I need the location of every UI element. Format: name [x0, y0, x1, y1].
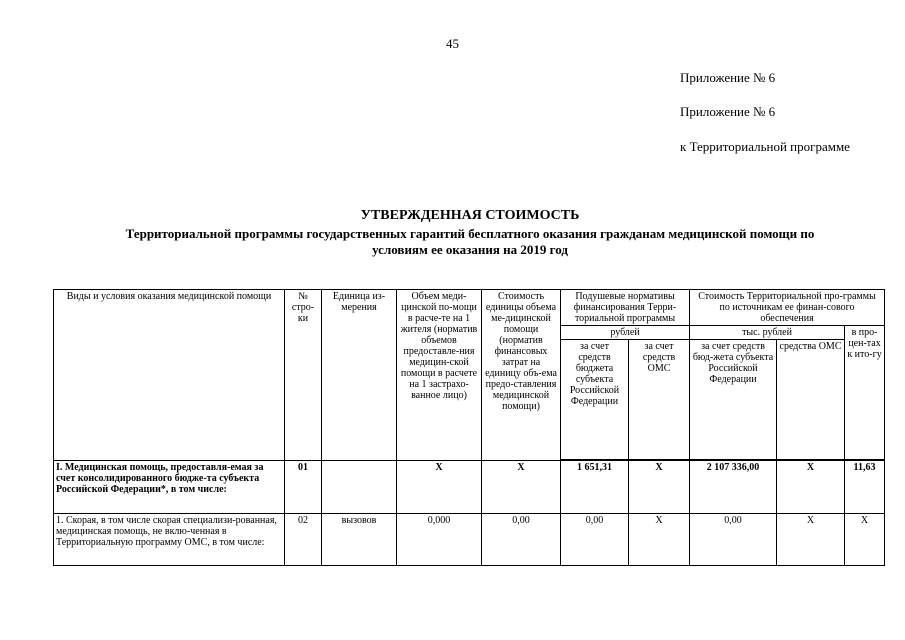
row-2-number: 02 — [285, 514, 322, 566]
header-volume: Объем меди-цинской по-мощи в расче-те на 1 жителя (норматив объемов предоставле-ния медицин-ской помощи в расчете на 1 застрахо-ванное лицо) — [397, 290, 482, 461]
row-1-percent: 11,63 — [845, 461, 885, 514]
row-2-cost-budget: 0,00 — [690, 514, 777, 566]
row-2-cost-oms: X — [777, 514, 845, 566]
row-1-volume: X — [397, 461, 482, 514]
header-cost-budget: за счет средств бюд-жета субъекта Российской Федерации — [690, 340, 777, 460]
row-1-cost-budget: 2 107 336,00 — [690, 461, 777, 514]
row-1-per-capita-budget: 1 651,31 — [561, 461, 629, 514]
header-unit-cost: Стоимость единицы объема ме-дицинской помощи (норматив финансовых затрат на единицу объ-ема предо-ставления медицинской помощи) — [482, 290, 561, 461]
header-percent: в про-цен-тах к ито-гу — [845, 326, 885, 460]
row-2-name: 1. Скорая, в том числе скорая специализи-рованная, медицинская помощь, не вклю-ченная в Территориальную программу ОМС, в том числе: — [54, 514, 285, 566]
row-1-per-capita-oms: X — [629, 461, 690, 514]
header-per-capita-oms: за счет средств ОМС — [629, 340, 690, 460]
row-1-unit-cost: X — [482, 461, 561, 514]
document-subtitle-line-1: Территориальной программы государственных гарантий бесплатного оказания гражданам медицинской помощи по — [125, 226, 815, 241]
appendix-line-3: к Территориальной программе — [680, 139, 850, 154]
header-thousand-rubles: тыс. рублей — [690, 326, 845, 340]
row-2-per-capita-budget: 0,00 — [561, 514, 629, 566]
header-rubles: рублей — [561, 326, 690, 340]
header-unit: Единица из-мерения — [322, 290, 397, 461]
table-row — [54, 461, 885, 514]
row-2-per-capita-oms: X — [629, 514, 690, 566]
header-per-capita-group: Подушевые нормативы финансирования Терри-ториальной программы — [561, 290, 690, 326]
header-cost-oms: средства ОМС — [777, 340, 845, 460]
row-1-unit — [322, 461, 397, 514]
row-1-cost-oms: X — [777, 461, 845, 514]
row-1-number: 01 — [285, 461, 322, 514]
header-per-capita-budget: за счет средств бюджета субъекта Российской Федерации — [561, 340, 629, 460]
header-cost-group: Стоимость Территориальной про-граммы по источникам ее финан-сового обеспечения — [690, 290, 885, 326]
row-2-unit: вызовов — [322, 514, 397, 566]
appendix-line-2: Приложение № 6 — [680, 104, 776, 119]
cost-table — [53, 289, 885, 566]
row-1-name: I. Медицинская помощь, предоставля-емая за счет консолидированного бюдже-та субъекта Российской Федерации*, в том числе: — [54, 461, 285, 514]
header-row-number: № стро-ки — [285, 290, 322, 461]
document-subtitle — [40, 226, 900, 258]
row-2-unit-cost: 0,00 — [482, 514, 561, 566]
page-number: 45 — [446, 36, 459, 51]
row-2-volume: 0,000 — [397, 514, 482, 566]
row-2-percent: X — [845, 514, 885, 566]
header-types: Виды и условия оказания медицинской помощи — [54, 290, 285, 461]
table-row — [54, 514, 885, 566]
appendix-line-1: Приложение № 6 — [680, 70, 776, 85]
document-subtitle-line-2: условиям ее оказания на 2019 год — [372, 242, 568, 257]
document-title: УТВЕРЖДЕННАЯ СТОИМОСТЬ — [360, 208, 580, 223]
